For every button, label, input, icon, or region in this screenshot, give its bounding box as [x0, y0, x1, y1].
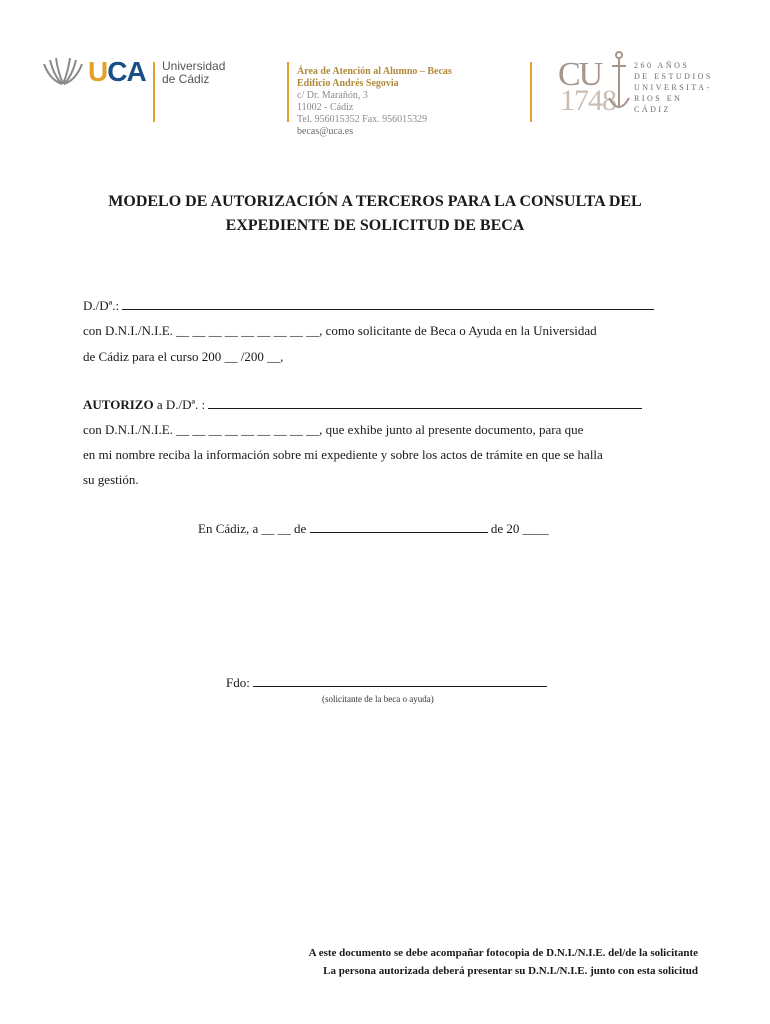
- university-line1: Universidad: [162, 59, 226, 73]
- date-prefix: En Cádiz, a __ __ de: [198, 521, 307, 536]
- anniversary-line1: 260 AÑOS: [634, 61, 690, 70]
- signature-field[interactable]: [253, 674, 547, 687]
- footnote-line1: A este documento se debe acompañar fotocopia de D.N.I./N.I.E. del/de la solicitante: [308, 947, 698, 959]
- office-name: Área de Atención al Alumno – Becas: [297, 66, 452, 77]
- office-phone: Tel. 956015352 Fax. 956015329: [297, 114, 428, 125]
- footnote-line2: La persona autorizada deberá presentar su D.N.I./N.I.E. junto con esta solicitud: [323, 965, 698, 977]
- authorized-text: , que exhibe junto al presente documento, para que: [319, 422, 584, 437]
- title-line1: MODELO DE AUTORIZACIÓN A TERCEROS PARA LA CONSULTA DEL: [108, 193, 642, 210]
- university-name: [162, 60, 225, 86]
- authorized-dni-field[interactable]: __ __ __ __ __ __ __ __ __: [176, 422, 320, 437]
- authorize-keyword: AUTORIZO: [83, 397, 154, 412]
- footnote: [309, 944, 698, 980]
- signature-note: (solicitante de la beca o ayuda): [322, 694, 434, 704]
- authorized-name-field[interactable]: [208, 396, 642, 409]
- anniversary-year: 1748: [560, 84, 616, 117]
- applicant-dni-label: con D.N.I./N.I.E.: [83, 323, 173, 338]
- header-divider: [530, 62, 532, 122]
- applicant-text: , como solicitante de Beca o Ayuda en la Universidad: [319, 323, 597, 338]
- date-row: [198, 520, 549, 537]
- anchor-icon: [606, 50, 632, 120]
- authorized-text-row3: su gestión.: [83, 472, 139, 487]
- office-email[interactable]: becas@uca.es: [297, 126, 354, 137]
- applicant-course-row: de Cádiz para el curso 200 __ /200 __,: [83, 349, 284, 364]
- university-line2: de Cádiz: [162, 72, 210, 86]
- authorized-dni-row: [83, 421, 583, 439]
- laurel-icon: [40, 54, 86, 90]
- date-month-field[interactable]: [310, 520, 488, 533]
- anniversary-label: [634, 60, 716, 115]
- applicant-dni-field[interactable]: __ __ __ __ __ __ __ __ __: [176, 323, 320, 338]
- applicant-dni-row: [83, 322, 597, 340]
- office-postcode: 11002 - Cádiz: [297, 102, 354, 113]
- header-divider: [153, 62, 155, 122]
- document-title: [40, 190, 710, 238]
- uca-wordmark: UCA: [88, 56, 146, 87]
- office-contact: [297, 66, 452, 138]
- signature-row: [226, 674, 547, 691]
- title-line2: EXPEDIENTE DE SOLICITUD DE BECA: [225, 217, 525, 234]
- applicant-label: D./Dª.:: [83, 298, 120, 313]
- office-street: c/ Dr. Marañón, 3: [297, 90, 368, 101]
- anniversary-line3: UNIVERSITA-: [634, 83, 712, 92]
- signature-label: Fdo:: [226, 675, 250, 690]
- anniversary-logo: [556, 50, 716, 120]
- authorized-label: a D./Dª. :: [153, 397, 206, 412]
- date-suffix: de 20 ____: [490, 521, 549, 536]
- anniversary-wordmark: CU: [558, 56, 602, 93]
- uca-wordmark-rest: CA: [107, 56, 146, 87]
- uca-logo: [40, 54, 240, 94]
- header-divider: [287, 62, 289, 122]
- authorized-text-row2: en mi nombre reciba la información sobre mi expediente y sobre los actos de trámite en que se halla: [83, 447, 603, 462]
- authorized-dni-label: con D.N.I./N.I.E.: [83, 422, 173, 437]
- applicant-name-field[interactable]: [122, 297, 654, 310]
- applicant-name-row: [83, 297, 654, 315]
- anniversary-line4: RIOS EN CÁDIZ: [634, 94, 683, 114]
- office-building: Edificio Andrés Segovia: [297, 78, 399, 89]
- anniversary-line2: DE ESTUDIOS: [634, 72, 713, 81]
- authorized-name-row: [83, 396, 642, 414]
